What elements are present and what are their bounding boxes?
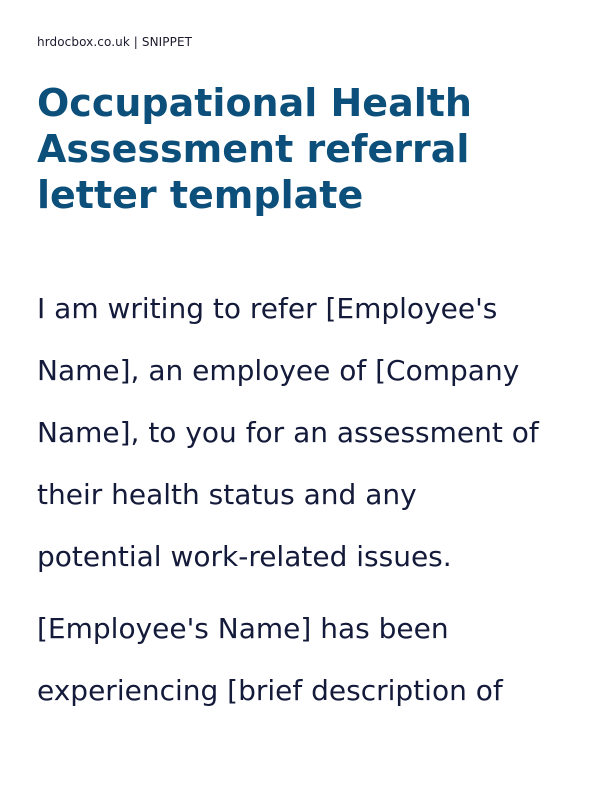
paragraph-line: potential work-related issues.	[37, 540, 452, 573]
paragraph-line: I am writing to refer [Employee's	[37, 292, 498, 325]
title-line: Occupational Health	[37, 81, 472, 125]
paragraph-line: Name], to you for an assessment of	[37, 416, 539, 449]
title-line: letter template	[37, 173, 364, 217]
paragraph-line: Name], an employee of [Company	[37, 354, 520, 387]
body-paragraph	[37, 278, 582, 588]
paragraph-line: their health status and any	[37, 478, 417, 511]
title-line: Assessment referral	[37, 127, 470, 171]
page-title	[37, 80, 577, 218]
body-paragraph	[37, 598, 582, 722]
paragraph-line: [Employee's Name] has been	[37, 612, 449, 645]
paragraph-line: experiencing [brief description of	[37, 674, 503, 707]
source-label: hrdocbox.co.uk | SNIPPET	[37, 35, 193, 49]
